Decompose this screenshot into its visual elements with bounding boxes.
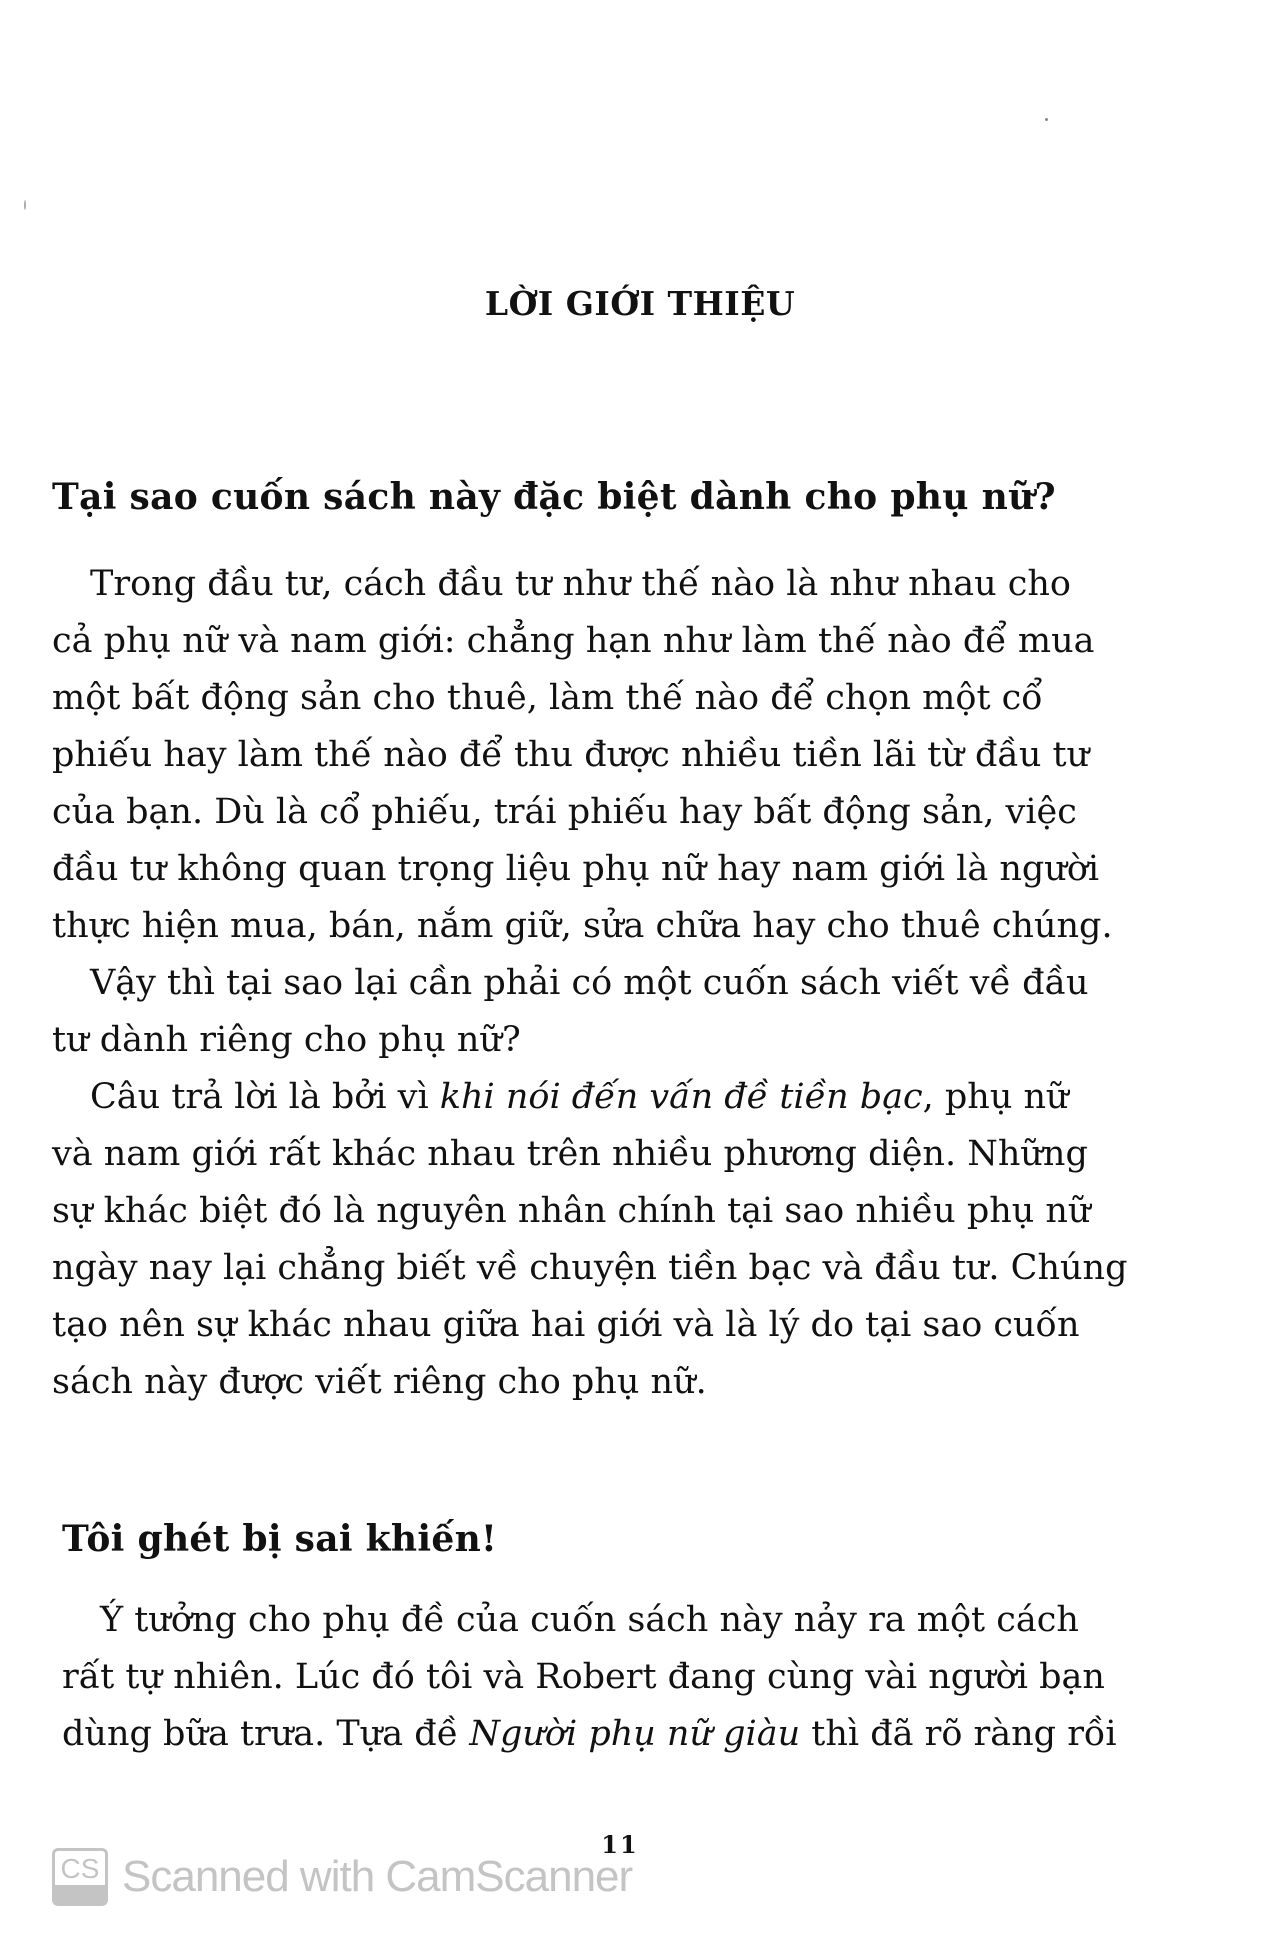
text-line: ngày nay lại chẳng biết về chuyện tiền bạc và đầu tư. Chúng — [52, 1248, 1128, 1288]
text-line: phiếu hay làm thế nào để thu được nhiều tiền lãi từ đầu tư — [52, 735, 1090, 775]
text-line: sự khác biệt đó là nguyên nhân chính tại sao nhiều phụ nữ — [52, 1191, 1091, 1231]
section-heading: Tôi ghét bị sai khiến! — [62, 1518, 498, 1560]
text-line: thực hiện mua, bán, nắm giữ, sửa chữa hay cho thuê chúng. — [52, 906, 1113, 946]
italic-text-run: khi nói đến vấn đề tiền bạc — [439, 1077, 923, 1117]
text-line: đầu tư không quan trọng liệu phụ nữ hay nam giới là người — [52, 849, 1100, 889]
text-line: tạo nên sự khác nhau giữa hai giới và là lý do tại sao cuốn — [52, 1305, 1080, 1345]
page-number: 11 — [601, 1830, 639, 1859]
logo-bar — [55, 1885, 105, 1903]
text-line: rất tự nhiên. Lúc đó tôi và Robert đang cùng vài người bạn — [62, 1657, 1105, 1697]
text-line: Trong đầu tư, cách đầu tư như thế nào là như nhau cho — [90, 564, 1071, 604]
text-line: một bất động sản cho thuê, làm thế nào để chọn một cổ — [52, 678, 1043, 718]
scan-speck — [24, 200, 26, 210]
text-line-mixed — [52, 1069, 1152, 1126]
text-line: và nam giới rất khác nhau trên nhiều phương diện. Những — [52, 1134, 1088, 1174]
text-line: cả phụ nữ và nam giới: chẳng hạn như làm thế nào để mua — [52, 621, 1095, 661]
page-title: LỜI GIỚI THIỆU — [484, 284, 796, 323]
section-heading: Tại sao cuốn sách này đặc biệt dành cho phụ nữ? — [52, 476, 1056, 518]
text-run: dùng bữa trưa. Tựa đề — [62, 1714, 470, 1754]
italic-text-run: Người phụ nữ giàu — [469, 1714, 801, 1754]
text-line: tư dành riêng cho phụ nữ? — [52, 1020, 521, 1060]
text-line: sách này được viết riêng cho phụ nữ. — [52, 1362, 707, 1402]
text-run: thì đã rõ ràng rồi — [800, 1714, 1117, 1754]
text-line: Ý tưởng cho phụ đề của cuốn sách này nảy ra một cách — [100, 1600, 1079, 1640]
text-line-mixed — [62, 1706, 1162, 1763]
text-run: , phụ nữ — [922, 1077, 1069, 1117]
section-body — [62, 1592, 1162, 1763]
scan-speck — [1045, 118, 1048, 121]
watermark-text: Scanned with CamScanner — [122, 1852, 633, 1901]
logo-text: CS — [60, 1853, 100, 1884]
camscanner-logo-icon — [52, 1848, 108, 1906]
camscanner-watermark — [52, 1848, 632, 1906]
text-line: của bạn. Dù là cổ phiếu, trái phiếu hay bất động sản, việc — [52, 792, 1077, 832]
section-body — [52, 556, 1152, 1411]
text-line: Vậy thì tại sao lại cần phải có một cuốn sách viết về đầu — [90, 963, 1089, 1003]
text-run: Câu trả lời là bởi vì — [90, 1077, 440, 1117]
